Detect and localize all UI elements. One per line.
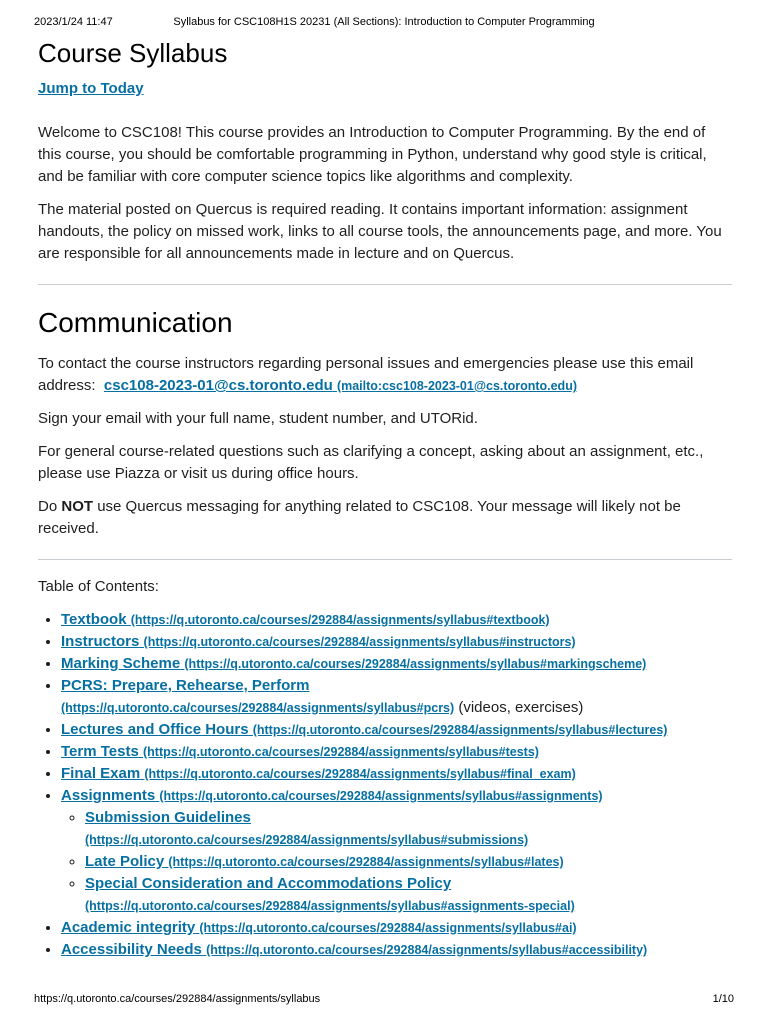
toc-link-label: Special Consideration and Accommodations Policy (85, 875, 452, 892)
toc-link-url: (https://q.utoronto.ca/courses/292884/assignments/syllabus#submissions) (85, 833, 529, 847)
toc-link-url: (https://q.utoronto.ca/courses/292884/assignments/syllabus#textbook) (130, 613, 550, 627)
toc-link-url: (https://q.utoronto.ca/courses/292884/assignments/syllabus#final_exam) (144, 767, 576, 781)
toc-link-label: PCRS: Prepare, Rehearse, Perform (61, 677, 310, 694)
toc-item-accessibility (61, 939, 732, 961)
pcrs-suffix: (videos, exercises) (458, 699, 584, 716)
toc-item-term-tests (61, 741, 732, 763)
toc-link-label: Lectures and Office Hours (61, 721, 249, 738)
toc-label: Table of Contents: (38, 578, 159, 595)
toc-link-label: Late Policy (85, 853, 165, 870)
toc-link-url: (https://q.utoronto.ca/courses/292884/assignments/syllabus#assignments) (159, 789, 603, 803)
print-footer-url: https://q.utoronto.ca/courses/292884/assignments/syllabus (34, 993, 321, 1005)
sign-paragraph: Sign your email with your full name, student number, and UTORid. (38, 410, 478, 427)
required-reading-paragraph: The material posted on Quercus is required reading. It contains important information: assignment handouts, the policy on missed work, links to all course tools, the announcements page, and more. You are responsible for all announcements made in lecture and on Quercus. (38, 201, 722, 262)
toc-link-label: Textbook (61, 611, 127, 628)
toc-item-assignments (61, 785, 732, 917)
toc-item-instructors (61, 631, 732, 653)
print-datetime: 2023/1/24 11:47 (34, 16, 113, 28)
not-emphasis: NOT (61, 498, 94, 515)
toc-subitem-submissions (85, 807, 732, 851)
toc-link-label: Accessibility Needs (61, 941, 202, 958)
email-mailto: (mailto:csc108-2023-01@cs.toronto.edu) (336, 379, 577, 393)
quercus-text: use Quercus messaging for anything related to CSC108. Your message will likely not be received. (38, 498, 681, 537)
page-title: Course Syllabus (38, 38, 228, 68)
toc-link-url: (https://q.utoronto.ca/courses/292884/assignments/syllabus#markingscheme) (184, 657, 647, 671)
intro-paragraph: Welcome to CSC108! This course provides an Introduction to Computer Programming. By the end of this course, you should be comfortable programming in Python, understand why good style is critical, and be familiar with core computer science topics like algorithms and complexity. (38, 124, 707, 185)
toc-item-lectures (61, 719, 732, 741)
toc-link-term-tests[interactable] (61, 743, 539, 760)
toc-link-pcrs[interactable] (61, 677, 454, 716)
toc-link-url: (https://q.utoronto.ca/courses/292884/assignments/syllabus#lates) (168, 855, 564, 869)
page-number: 1/10 (712, 993, 734, 1005)
print-header (34, 16, 734, 30)
syllabus-content (38, 36, 732, 961)
print-doc-title: Syllabus for CSC108H1S 20231 (All Sections): Introduction to Computer Programming (173, 16, 595, 28)
communication-heading: Communication (38, 307, 233, 338)
toc-item-pcrs (61, 675, 732, 719)
toc-link-final-exam[interactable] (61, 765, 576, 782)
toc-link-special-consideration[interactable] (85, 875, 575, 914)
toc-link-assignments[interactable] (61, 787, 603, 804)
toc-link-academic-integrity[interactable] (61, 919, 577, 936)
toc-sublist (61, 807, 732, 917)
toc-link-label: Final Exam (61, 765, 141, 782)
toc-subitem-special-consideration (85, 873, 732, 917)
toc-link-label: Submission Guidelines (85, 809, 251, 826)
toc-link-submissions[interactable] (85, 809, 528, 848)
toc-subitem-late-policy (85, 851, 732, 873)
toc-link-textbook[interactable] (61, 611, 550, 628)
toc-link-label: Academic integrity (61, 919, 196, 936)
toc-link-label: Instructors (61, 633, 140, 650)
toc-link-url: (https://q.utoronto.ca/courses/292884/assignments/syllabus#tests) (142, 745, 539, 759)
toc-item-academic-integrity (61, 917, 732, 939)
toc-item-textbook (61, 609, 732, 631)
toc-item-final-exam (61, 763, 732, 785)
toc-list (38, 609, 732, 961)
toc-link-late-policy[interactable] (85, 853, 564, 870)
email-address: csc108-2023-01@cs.toronto.edu (103, 377, 333, 394)
toc-link-url: (https://q.utoronto.ca/courses/292884/assignments/syllabus#assignments-special) (85, 899, 575, 913)
contact-text: To contact the course instructors regarding personal issues and emergencies please use this email address: (38, 355, 694, 394)
toc-link-url: (https://q.utoronto.ca/courses/292884/assignments/syllabus#lectures) (252, 723, 668, 737)
toc-link-url: (https://q.utoronto.ca/courses/292884/assignments/syllabus#accessibility) (206, 943, 648, 957)
do-text: Do (38, 498, 58, 515)
toc-link-marking-scheme[interactable] (61, 655, 646, 672)
email-link[interactable] (104, 377, 577, 394)
jump-to-today-link[interactable]: Jump to Today (38, 80, 144, 97)
print-footer (34, 993, 734, 1007)
quercus-warning-paragraph (38, 496, 732, 540)
toc-link-lectures[interactable] (61, 721, 667, 738)
toc-link-label: Marking Scheme (61, 655, 181, 672)
toc-link-accessibility[interactable] (61, 941, 647, 958)
toc-link-label: Assignments (61, 787, 156, 804)
toc-link-instructors[interactable] (61, 633, 576, 650)
toc-item-marking-scheme (61, 653, 732, 675)
toc-link-url: (https://q.utoronto.ca/courses/292884/assignments/syllabus#pcrs) (61, 701, 455, 715)
toc-link-url: (https://q.utoronto.ca/courses/292884/assignments/syllabus#instructors) (143, 635, 576, 649)
divider (38, 559, 732, 560)
toc-link-label: Term Tests (61, 743, 139, 760)
divider (38, 284, 732, 285)
contact-paragraph (38, 353, 732, 397)
general-questions-paragraph: For general course-related questions such as clarifying a concept, asking about an assignment, etc., please use Piazza or visit us during office hours. (38, 443, 704, 482)
toc-link-url: (https://q.utoronto.ca/courses/292884/assignments/syllabus#ai) (199, 921, 577, 935)
